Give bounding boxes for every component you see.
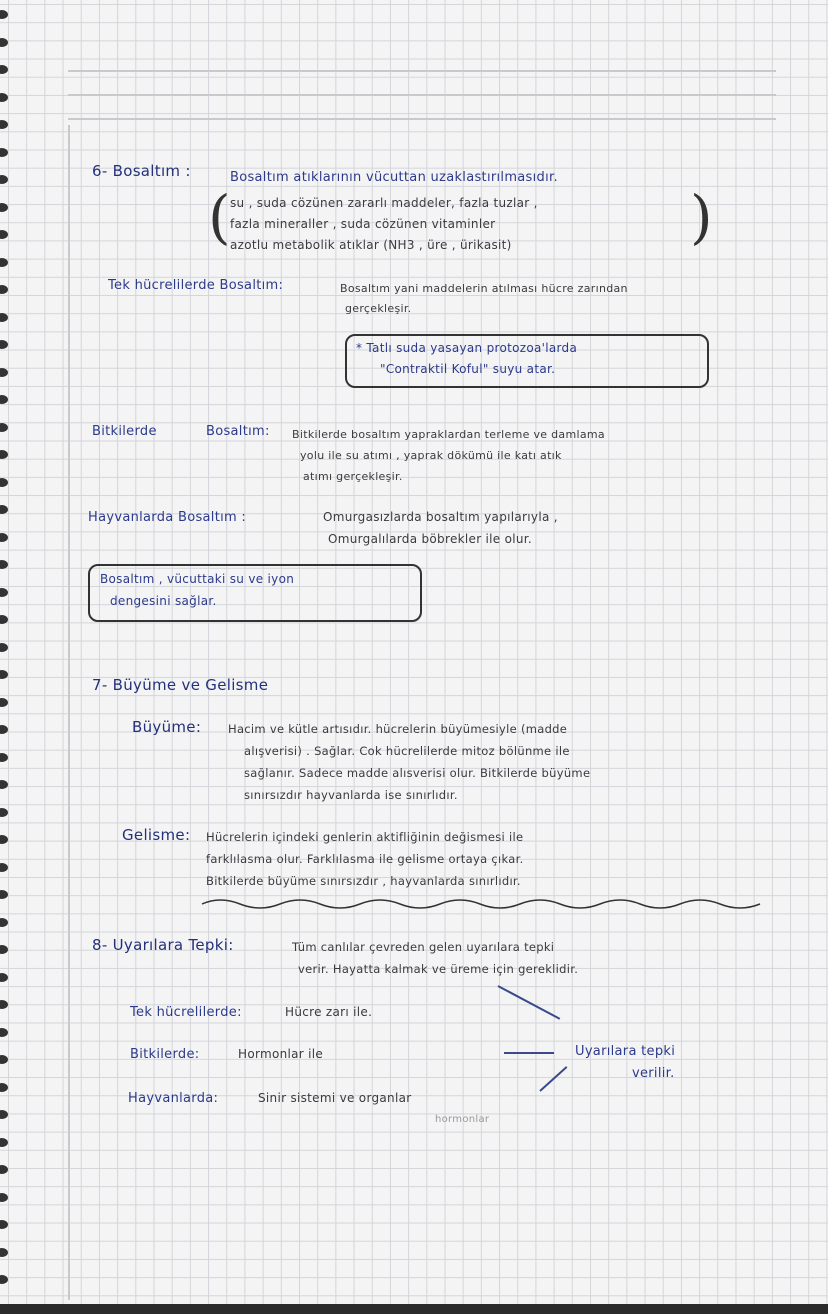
growth-text-1: Hacim ve kütle artısıdır. hücrelerin büyümesiyle (madde: [228, 722, 568, 736]
correction-note: hormonlar: [435, 1114, 490, 1125]
plants-text-1: Bitkilerde bosaltım yapraklardan terleme ve damlama: [292, 428, 605, 441]
binding-hole: [0, 533, 8, 542]
plants-label: Bitkilerde: [92, 424, 157, 439]
plants-text-2: yolu ile su atımı , yaprak dökümü ile katı atık: [300, 449, 562, 462]
development-label: Gelisme:: [122, 826, 191, 844]
binding-hole: [0, 918, 8, 927]
growth-text-4: sınırsızdır hayvanlarda ise sınırlıdır.: [244, 788, 458, 802]
single-cell-text-1: Bosaltım yani maddelerin atılması hücre zarından: [340, 282, 628, 295]
binding-hole: [0, 93, 8, 102]
binding-hole: [0, 203, 8, 212]
development-text-3: Bitkilerde büyüme sınırsızdır , hayvanlarda sınırlıdır.: [206, 874, 521, 888]
section8-text-2: verir. Hayatta kalmak ve üreme için gereklidir.: [298, 962, 579, 976]
binding-hole: [0, 1083, 8, 1092]
binding-hole: [0, 368, 8, 377]
page-header-lines: [68, 70, 776, 120]
row-label-animals: Hayvanlarda:: [128, 1091, 219, 1106]
animals-text-1: Omurgasızlarda bosaltım yapılarıyla ,: [323, 510, 558, 524]
plants-label-2: Bosaltım:: [206, 424, 270, 439]
binding-hole: [0, 38, 8, 47]
binding-hole: [0, 478, 8, 487]
arrow-line-middle: [504, 1052, 554, 1054]
development-text-2: farklılasma olur. Farklılasma ile gelisme ortaya çıkar.: [206, 852, 524, 866]
binding-hole: [0, 973, 8, 982]
growth-text-3: sağlanır. Sadece madde alısverisi olur. Bitkilerde büyüme: [244, 766, 591, 780]
single-cell-text-2: gerçekleşir.: [345, 302, 412, 315]
section7-title: 7- Büyüme ve Gelisme: [92, 676, 269, 694]
wavy-divider: [200, 896, 780, 910]
row-label-plants: Bitkilerde:: [130, 1047, 200, 1062]
row-value-single-cell: Hücre zarı ile.: [285, 1005, 373, 1019]
page-bottom-edge: [0, 1304, 828, 1314]
binding-hole: [0, 863, 8, 872]
animals-text-2: Omurgalılarda böbrekler ile olur.: [328, 532, 533, 546]
binding-hole: [0, 698, 8, 707]
excreta-line-3: azotlu metabolik atıklar (NH3 , üre , ürikasit): [230, 238, 512, 252]
binding-hole: [0, 1193, 8, 1202]
growth-text-2: alışverisi) . Sağlar. Cok hücrelilerde mitoz bölünme ile: [244, 744, 570, 758]
growth-label: Büyüme:: [132, 718, 202, 736]
binding-hole: [0, 258, 8, 267]
section8-title: 8- Uyarılara Tepki:: [92, 936, 234, 954]
binding-hole: [0, 1248, 8, 1257]
binding-hole: [0, 313, 8, 322]
arrow-line-bottom: [539, 1066, 567, 1092]
left-paren: (: [208, 183, 231, 251]
binding-hole: [0, 148, 8, 157]
protozoa-note-1: * Tatlı suda yasayan protozoa'larda: [356, 341, 578, 355]
excreta-line-1: su , suda cözünen zararlı maddeler, fazla tuzlar ,: [230, 196, 538, 210]
protozoa-note-2: "Contraktil Koful" suyu atar.: [380, 362, 556, 376]
binding-hole: [0, 808, 8, 817]
binding-hole: [0, 588, 8, 597]
row-value-plants: Hormonlar ile: [238, 1047, 324, 1061]
right-paren: ): [690, 183, 713, 251]
plants-text-3: atımı gerçekleşir.: [303, 470, 403, 483]
binding-hole: [0, 753, 8, 762]
balance-note-1: Bosaltım , vücuttaki su ve iyon: [100, 572, 295, 586]
result-text-2: verilir.: [632, 1066, 675, 1081]
result-text-1: Uyarılara tepki: [575, 1044, 676, 1059]
excreta-line-2: fazla mineraller , suda cözünen vitaminler: [230, 217, 496, 231]
binding-hole: [0, 423, 8, 432]
section6-definition: Bosaltım atıklarının vücuttan uzaklastırılmasıdır.: [230, 170, 558, 185]
arrow-line-top: [498, 985, 561, 1020]
section8-text-1: Tüm canlılar çevreden gelen uyarılara tepki: [292, 940, 555, 954]
section6-title: 6- Bosaltım :: [92, 162, 191, 180]
row-label-single-cell: Tek hücrelilerde:: [130, 1005, 242, 1020]
binding-hole: [0, 1028, 8, 1037]
binding-hole: [0, 643, 8, 652]
binding-hole: [0, 1138, 8, 1147]
development-text-1: Hücrelerin içindeki genlerin aktifliğinin değismesi ile: [206, 830, 524, 844]
balance-note-2: dengesini sağlar.: [110, 594, 217, 608]
margin-line: [68, 125, 70, 1300]
single-cell-label: Tek hücrelilerde Bosaltım:: [108, 278, 284, 293]
animals-label: Hayvanlarda Bosaltım :: [88, 510, 247, 525]
row-value-animals: Sinir sistemi ve organlar: [258, 1091, 412, 1105]
